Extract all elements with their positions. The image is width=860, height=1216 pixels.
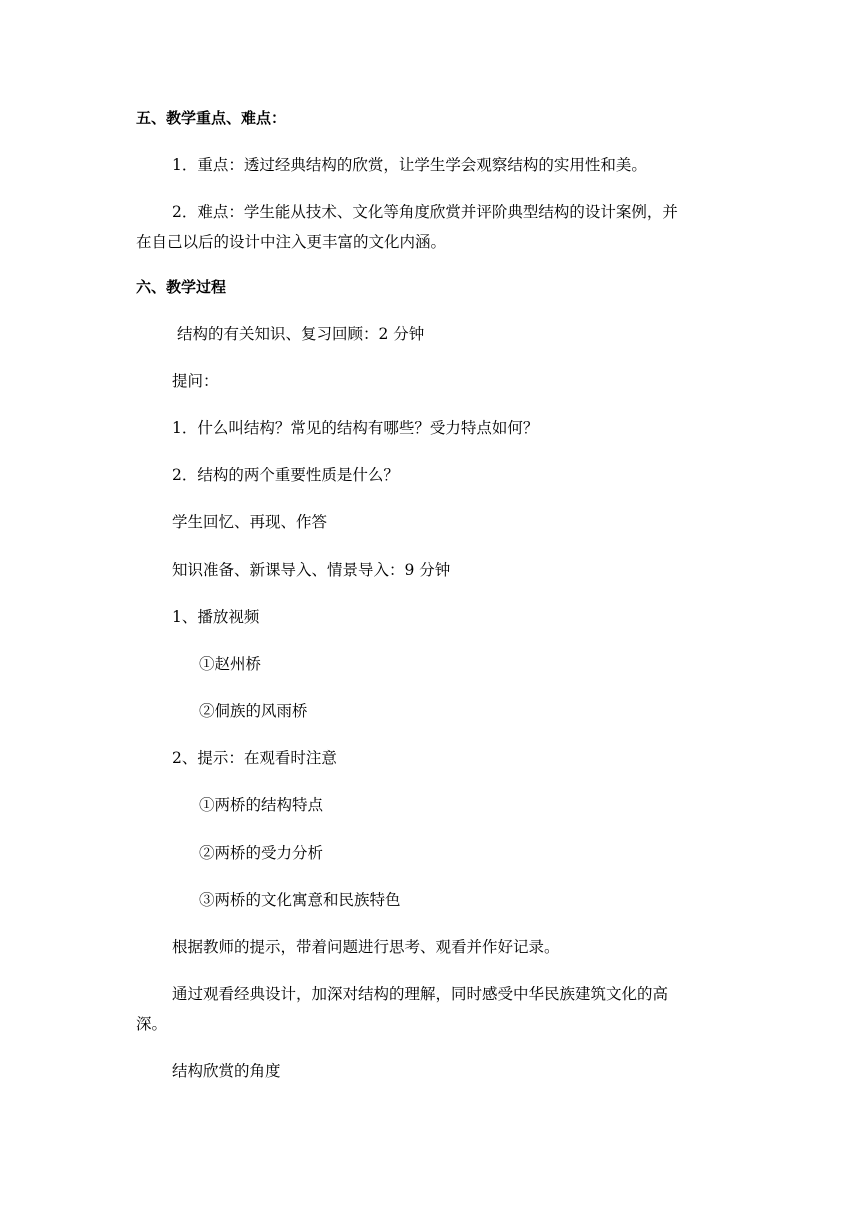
appreciation-title: 结构欣赏的角度 — [172, 1062, 281, 1080]
step-2-item-3: ③两桥的文化寓意和民族特色 — [199, 891, 401, 909]
question-1: 1．什么叫结构？常见的结构有哪些？受力特点如何？ — [172, 419, 539, 437]
question-label: 提问： — [172, 372, 219, 390]
step-2-item-2: ②两桥的受力分析 — [199, 844, 324, 862]
purpose-line-1: 通过观看经典设计，加深对结构的理解，同时感受中华民族建筑文化的高 — [172, 985, 669, 1003]
purpose-line-2: 深。 — [136, 1015, 168, 1033]
difficult-point-2-line-1: 2．难点：学生能从技术、文化等角度欣赏并评阶典型结构的设计案例，并 — [172, 203, 678, 221]
student-task: 根据教师的提示，带着问题进行思考、观看并作好记录。 — [172, 938, 560, 956]
step-2: 2、提示：在观看时注意 — [172, 749, 337, 767]
section-heading-key-points: 五、教学重点、难点： — [136, 109, 287, 127]
intro-title: 知识准备、新课导入、情景导入：9 分钟 — [172, 561, 451, 579]
step-1-item-1: ①赵州桥 — [199, 655, 262, 673]
difficult-point-2-line-2: 在自己以后的设计中注入更丰富的文化内涵。 — [136, 233, 447, 251]
key-point-1: 1．重点：透过经典结构的欣赏，让学生学会观察结构的实用性和美。 — [172, 156, 647, 174]
review-title: 结构的有关知识、复习回顾：2 分钟 — [177, 325, 425, 343]
question-2: 2．结构的两个重要性质是什么？ — [172, 466, 399, 484]
step-2-item-1: ①两桥的结构特点 — [199, 796, 324, 814]
step-1-item-2: ②侗族的风雨桥 — [199, 702, 308, 720]
section-heading-teaching-process: 六、教学过程 — [136, 278, 227, 296]
step-1: 1、播放视频 — [172, 608, 260, 626]
student-response: 学生回忆、再现、作答 — [172, 513, 328, 531]
